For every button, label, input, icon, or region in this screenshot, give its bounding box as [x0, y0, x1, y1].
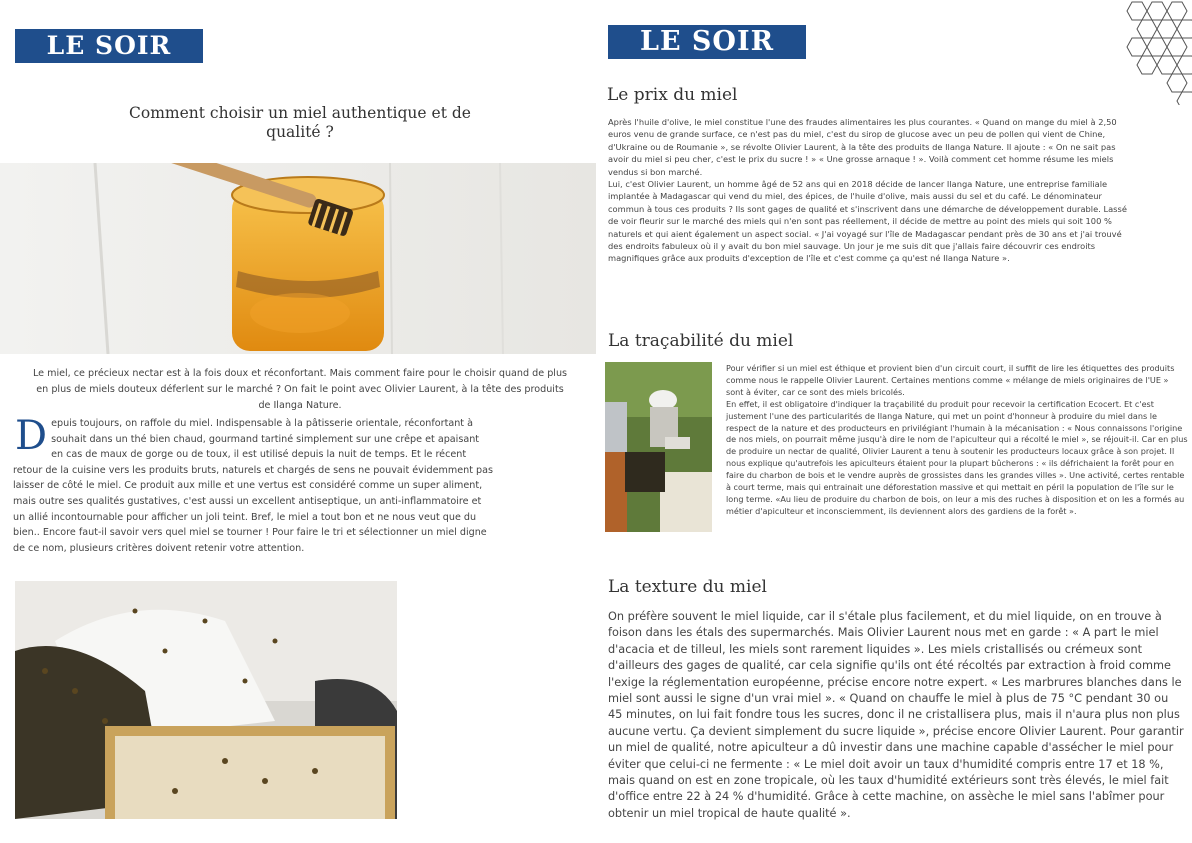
- section-text-traceability: Pour vérifier si un miel est éthique et provient bien d'un circuit court, il suffit de lire les étiquettes des produits comme nous le rappelle Olivier Laurent. Certaines mentions comme « mélange de miels originaires de l'UE » sont à éviter, car ce sont des miels bricolés. En effet, il est obligatoire d'indiquer la traçabilité du produit pour recevoir la certification Ecocert. Et c'est justement l'une des particularités de Ilanga Nature, qui met un point d'honneur à produire du miel dans le respect de la nature et des producteurs en privilégiant l'humain à la mécanisation : « Nous connaissons l'origine de nos miels, on pourrait même jusqu'à dire le nom de l'apiculteur qui a récolté le miel », se réjouit-il. Car en plus de produire un nectar de qualité, Olivier Laurent a tenu à soutenir les producteurs locaux grâce à son projet. Il nous explique qu'autrefois les apiculteurs étaient pour la plupart bûcherons : « ils défrichaient la forêt pour en faire du charbon de bois et le vendre auprès de grossistes dans les grandes villes ». Une activité, certes rentable à court terme, mais qui entrainait une déforestation massive et qui mettait en péril la population de l'île sur le long terme. «Au lieu de produire du charbon de bois, on leur a mis des ruches à disposition et on les a formés au métier d'apiculteur et inconsciemment, ils deviennent alors des gardiens de la forêt ».: [726, 363, 1188, 516]
- honey-jar-photo: [0, 163, 596, 354]
- article-standfirst: Le miel, ce précieux nectar est à la fois doux et réconfortant. Mais comment faire pour le choisir quand de plus en plus de miels douteux déferlent sur le marché ? On fait le point avec Olivier Laurent, à la tête des produits de Ilanga Nature.: [32, 368, 568, 411]
- bees-on-frame-illustration: [15, 581, 397, 819]
- beekeepers-illustration: [605, 362, 712, 532]
- article-headline: Comment choisir un miel authentique et de qualité ?: [129, 104, 471, 141]
- section-title-price: Le prix du miel: [607, 85, 738, 105]
- section-title-traceability: La traçabilité du miel: [608, 331, 794, 351]
- masthead-logo-right: LE SOIR: [608, 25, 806, 59]
- honey-jar-illustration: [0, 163, 596, 354]
- beekeeper-frame-photo: [15, 581, 397, 819]
- article-intro: [13, 413, 493, 556]
- intro-text: epuis toujours, on raffole du miel. Indispensable à la pâtisserie orientale, réconfortant à souhait dans un thé bien chaud, gourmand tartiné simplement sur une crêpe et apaisant en cas de maux de gorge ou de toux, il est utilisé depuis la nuit de temps. Et le récent retour de la cuisine vers les produits bruts, naturels et chargés de sens ne pouvait évidemment pas laisser de côté le miel. Ce produit aux mille et une vertus est considéré comme un super aliment, mais outre ses qualités gustatives, c'est aussi un excellent antiseptique, un anti-inflammatoire et un allié incontournable pour afficher un joli teint. Bref, le miel a tout bon et ne nous veut que du bien.. Encore faut-il savoir vers quel miel se tourner ! Pour faire le tri et sélectionner un miel digne de ce nom, plusieurs critères doivent retenir votre attention.: [13, 418, 493, 554]
- hexagon-pattern-decoration: [1122, 0, 1192, 105]
- section-title-texture: La texture du miel: [608, 577, 767, 597]
- masthead-logo-left: LE SOIR: [15, 29, 203, 63]
- drop-cap: D: [15, 413, 48, 459]
- beekeepers-photo: [605, 362, 712, 532]
- section-text-texture: On préfère souvent le miel liquide, car il s'étale plus facilement, et du miel liquide, on en trouve à foison dans les étals des supermarchés. Mais Olivier Laurent nous met en garde : « A part le miel d'acacia et de tilleul, les miels sont rarement liquides ». Les miels cristallisés ou crémeux sont d'ailleurs des gages de qualité, car cela signifie qu'ils ont été récoltés par extraction à froid comme l'exige la réglementation européenne, précise encore notre expert. « Les marbrures blanches dans le miel sont aussi le signe d'un vrai miel ». « Quand on chauffe le miel à plus de 75 °C pendant 30 ou 45 minutes, on lui fait fondre tous les sucres, donc il ne cristallisera plus, mais il n'aura plus non plus aucune vertu. Ça devient simplement du sucre liquide », précise encore Olivier Laurent. Pour garantir un miel de qualité, notre apiculteur a dû investir dans une machine capable d'assécher le miel pour éviter que celui-ci ne fermente : « Le miel doit avoir un taux d'humidité compris entre 17 et 18 %, mais quand on est en zone tropicale, où les taux d'humidité extérieurs sont très élevés, le miel fait d'office entre 22 à 24 % d'humidité. Grâce à cette machine, on assèche le miel sans l'abîmer pour obtenir un miel tropical de haute qualité ».: [608, 610, 1184, 820]
- section-text-price: Après l'huile d'olive, le miel constitue l'une des fraudes alimentaires les plus courantes. « Quand on mange du miel à 2,50 euros venu de grande surface, ce n'est pas du miel, c'est du sirop de glucose avec un peu de pollen qui vient de Chine, d'Ukraine ou de Roumanie », se révolte Olivier Laurent, à la tête des produits de Ilanga Nature. Il ajoute : « On ne sait pas avoir du miel si peu cher, c'est le prix du sucre ! » « Une grosse arnaque ! ». Voilà comment cet homme résume les miels vendus si bon marché. Lui, c'est Olivier Laurent, un homme âgé de 52 ans qui en 2018 décide de lancer Ilanga Nature, une entreprise familiale implantée à Madagascar qui vend du miel, des épices, de l'huile d'olive, mais aussi du sel et du café. Le dénominateur commun à tous ces produits ? Ils sont gages de qualité et s'inscrivent dans une démarche de développement durable. Lassé de voir fleurir sur le marché des miels qui n'en sont pas réellement, il décide de mettre au point des miels qui soit 100 % naturels et qui aient également un aspect social. « J'ai voyagé sur l'île de Madagascar pendant près de 30 ans et j'ai trouvé des endroits fabuleux où il y avait du bon miel sauvage. Un jour je me suis dit que j'allais faire découvrir ces endroits magnifiques grâce aux produits d'exception de l'île et c'est comme ça qu'est né Ilanga Nature ».: [608, 117, 1127, 264]
